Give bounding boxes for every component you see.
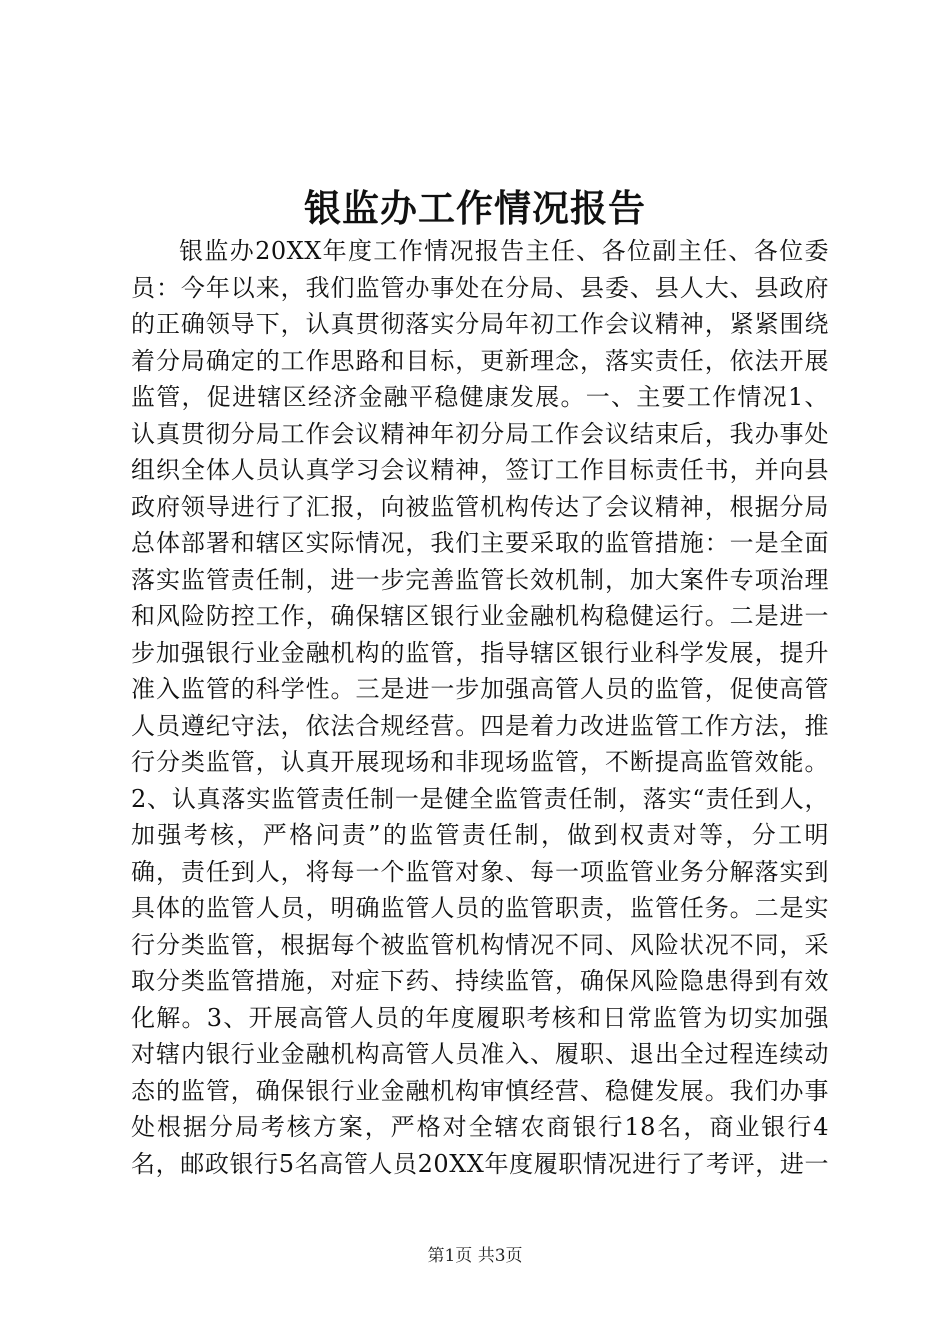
document-title: 银监办工作情况报告 — [304, 186, 646, 230]
document-body: 银监办20XX年度工作情况报告主任、各位副主任、各位委员：今年以来，我们监管办事处在分局、县委、县人大、县政府的正确领导下，认真贯彻落实分局年初工作会议精神，紧紧围绕着分局确定的工作思路和目标，更新理念，落实责任，依法开展监管，促进辖区经济金融平稳健康发展。一、主要工作情况1、认真贯彻分局工作会议精神年初分局工作会议结束后，我办事处组织全体人员认真学习会议精神，签订工作目标责任书，并向县政府领导进行了汇报，向被监管机构传达了会议精神，根据分局总体部署和辖区实际情况，我们主要采取的监管措施：一是全面落实监管责任制，进一步完善监管长效机制，加大案件专项治理和风险防控工作，确保辖区银行业金融机构稳健运行。二是进一步加强银行业金融机构的监管，指导辖区银行业科学发展，提升准入监管的科学性。三是进一步加强高管人员的监管，促使高管人员遵纪守法，依法合规经营。四是着力改进监管工作方法，推行分类监管，认真开展现场和非现场监管，不断提高监管效能。2、认真落实监管责任制一是健全监管责任制，落实“责任到人，加强考核，严格问责”的监管责任制，做到权责对等，分工明确，责任到人，将每一个监管对象、每一项监管业务分解落实到具体的监管人员，明确监管人员的监管职责，监管任务。二是实行分类监管，根据每个被监管机构情况不同、风险状况不同，采取分类监管措施，对症下药、持续监管，确保风险隐患得到有效化解。3、开展高管人员的年度履职考核和日常监管为切实加强对辖内银行业金融机构高管人员准入、履职、退出全过程连续动态的监管，确保银行业金融机构审慎经营、稳健发展。我们办事处根据分局考核方案，严格对全辖农商银行18名，商业银行4名，邮政银行5名高管人员20XX年度履职情况进行了考评，进一 — [131, 237, 829, 1178]
page-number: 第1页 共3页 — [427, 1246, 523, 1266]
